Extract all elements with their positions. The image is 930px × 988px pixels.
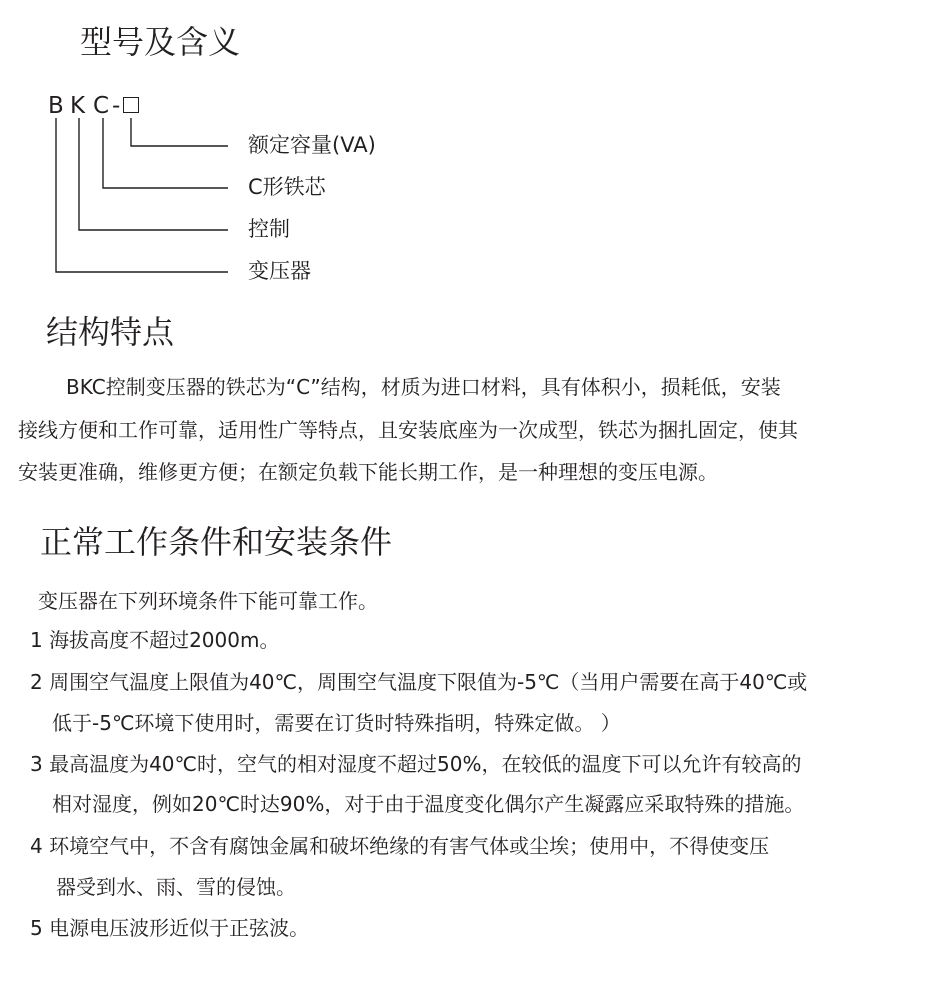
label-control: 控制: [248, 217, 290, 241]
code-letter-k: K: [70, 93, 86, 119]
code-dash: -: [112, 93, 121, 119]
structure-line-3: 安装更准确，维修更方便；在额定负载下能长期工作，是一种理想的变压电源。: [18, 460, 718, 484]
line-capacity: [131, 118, 228, 146]
condition-item-3-cont: 相对湿度，例如20℃时达90%，对于由于温度变化偶尔产生凝露应采取特殊的措施。: [52, 792, 805, 816]
condition-item-3: 3 最高温度为40℃时，空气的相对湿度不超过50%，在较低的温度下可以允许有较高的: [30, 752, 802, 776]
condition-item-4-cont: 器受到水、雨、雪的侵蚀。: [56, 875, 296, 899]
line-control: [79, 118, 228, 230]
model-section-title: 型号及含义: [80, 23, 241, 61]
label-rated-capacity: 额定容量(VA): [248, 133, 376, 157]
condition-item-5: 5 电源电压波形近似于正弦波。: [30, 916, 310, 940]
condition-item-2-cont: 低于-5℃环境下使用时，需要在订货时特殊指明，特殊定做。 ）: [52, 711, 621, 735]
condition-item-2: 2 周围空气温度上限值为40℃，周围空气温度下限值为-5℃（当用户需要在高于40℃或: [30, 670, 808, 694]
line-c-core: [103, 118, 228, 188]
structure-section-title: 结构特点: [46, 313, 175, 351]
condition-item-4: 4 环境空气中，不含有腐蚀金属和破坏绝缘的有害气体或尘埃；使用中，不得使变压: [30, 834, 770, 858]
label-c-core: C形铁芯: [248, 175, 326, 199]
structure-line-1: BKC控制变压器的铁芯为“C”结构，材质为进口材料，具有体积小，损耗低，安装: [66, 375, 781, 399]
conditions-intro: 变压器在下列环境条件下能可靠工作。: [38, 589, 378, 613]
conditions-section-title: 正常工作条件和安装条件: [40, 523, 393, 561]
label-transformer: 变压器: [248, 259, 311, 283]
line-transformer: [56, 118, 228, 272]
code-letter-c: C: [93, 93, 110, 119]
structure-line-2: 接线方便和工作可靠，适用性广等特点，且安装底座为一次成型，铁芯为捆扎固定，使其: [18, 418, 798, 442]
condition-item-1: 1 海拔高度不超过2000m。: [30, 628, 280, 652]
code-letter-b: B: [48, 93, 64, 119]
